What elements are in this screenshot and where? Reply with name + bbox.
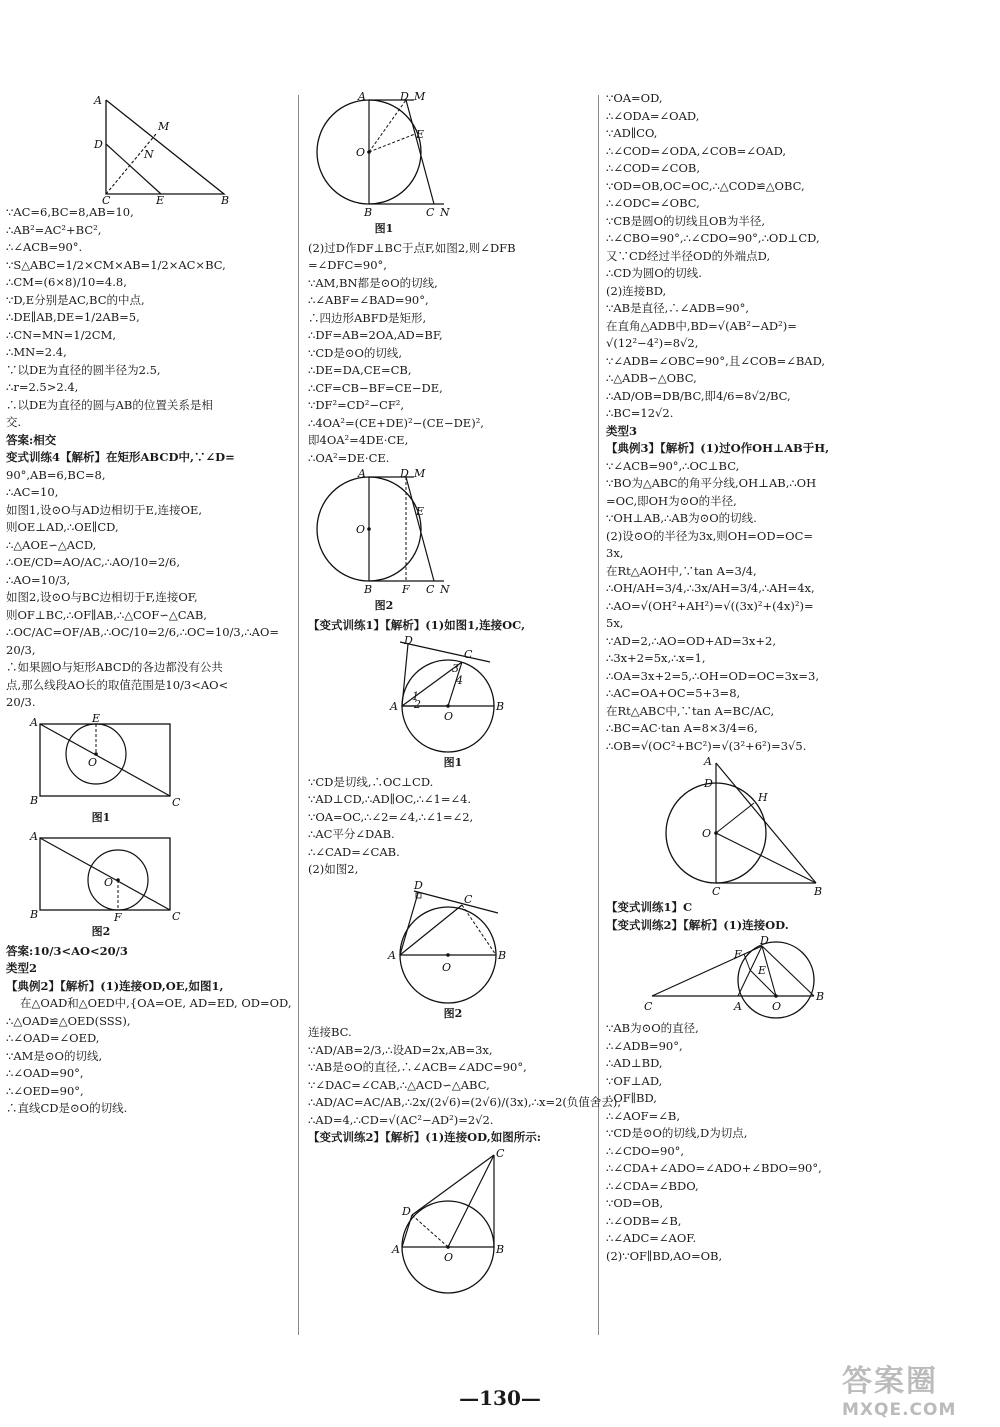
text-line: ∴∠CAD=∠CAB. [308, 844, 400, 859]
text-line: 20/3. [6, 695, 36, 709]
watermark-logo [842, 1356, 992, 1422]
svg-text:C: C [426, 583, 435, 596]
svg-text:2: 2 [414, 698, 421, 711]
text-line: ∴以DE为直径的圆与AB的位置关系是相 [6, 397, 213, 412]
text-line: ∵AD∥CO, [606, 126, 658, 140]
text-line: ∴∠AOF=∠B, [606, 1108, 681, 1123]
rectangle-figure-1 [26, 711, 296, 827]
text-line: ∴DE=DA,CE=CB, [308, 363, 412, 377]
text-line: ∵AM是⊙O的切线, [6, 1048, 103, 1063]
text-line: ∴∠ODB=∠B, [606, 1213, 682, 1228]
text-line: ∴∠ADC=∠AOF. [606, 1231, 697, 1245]
column-divider-2 [598, 95, 599, 1335]
column-1 [6, 90, 296, 1118]
section-heading: 【变式训练2】【解析】(1)连接OD. [606, 917, 789, 932]
text-line: ∵AB为⊙O的直径, [606, 1021, 699, 1035]
text-line: 连接BC. [308, 1025, 352, 1039]
text-line: ∴∠COD=∠COB, [606, 161, 701, 175]
svg-text:3: 3 [452, 662, 459, 675]
text-line: ∵AM,BN都是⊙O的切线, [308, 275, 438, 290]
text-line: ∵DF²=CD²−CF², [308, 398, 405, 412]
text-line: ∴AD=4,∴CD=√(AC²−AD²)=2√2. [308, 1112, 494, 1127]
text-line: 点,那么线段AO长的取值范围是10/3<AO< [6, 677, 229, 692]
svg-text:N: N [144, 148, 154, 161]
text-line: ∴AC平分∠DAB. [308, 827, 395, 841]
text-line: ∴CF=CB−BF=CE−DE, [308, 380, 443, 395]
svg-text:D: D [704, 777, 713, 790]
triangle-figure [86, 92, 296, 207]
text-line: ∵S△ABC=1/2×CM×AB=1/2×AC×BC, [6, 257, 226, 272]
svg-text:C: C [464, 892, 473, 906]
svg-text:O: O [104, 876, 114, 889]
page-number: —130— [459, 1386, 541, 1410]
svg-text:1: 1 [412, 690, 419, 703]
text-line: ∵CB是圆O的切线且OB为半径, [606, 213, 766, 228]
text-line: ∴∠CDA+∠ADO=∠ADO+∠BDO=90°, [606, 1161, 822, 1175]
svg-text:A: A [358, 467, 366, 480]
svg-text:C: C [102, 194, 111, 207]
text-line: 在Rt△AOH中,∵tan A=3/4, [606, 563, 757, 578]
svg-text:E: E [416, 505, 425, 518]
text-line: ∵AD=2,∴AO=OD+AD=3x+2, [606, 633, 776, 648]
svg-text:E: E [92, 711, 101, 725]
right-triangle-circle-figure [666, 757, 894, 897]
svg-text:B: B [496, 1242, 505, 1256]
text-line: 则OF⊥BC,∴OF∥AB,∴△COF∽△CAB, [6, 607, 207, 622]
text-line: ∴四边形ABFD是矩形, [308, 310, 427, 325]
circle-tangent-figure-2 [314, 469, 593, 615]
text-line: ∵OA=OC,∴∠2=∠4,∴∠1=∠2, [308, 809, 474, 824]
text-line: ∴∠ODC=∠OBC, [606, 196, 700, 210]
svg-text:C: C [172, 795, 181, 809]
text-line: 如图1,设⊙O与AD边相切于E,连接OE, [6, 502, 203, 517]
svg-text:O: O [356, 146, 366, 159]
text-line: 在△OAD和△OED中,{OA=OE, AD=ED, OD=OD, [20, 996, 292, 1010]
text-line: ∵以DE为直径的圆半径为2.5, [6, 362, 161, 377]
text-line: ∵OD=OB, [606, 1196, 664, 1210]
svg-text:H: H [758, 791, 768, 804]
text-line: ∴∠ABF=∠BAD=90°, [308, 293, 429, 307]
text-line: ∴△AOE∽△ACD, [6, 537, 97, 552]
watermark-text: 答案圈 [842, 1364, 938, 1399]
svg-text:O: O [444, 1250, 454, 1264]
text-line: ∴直线CD是⊙O的切线. [6, 1101, 128, 1115]
text-line: (2)∵OF∥BD,AO=OB, [606, 1248, 723, 1263]
circle-secant-figure [644, 936, 894, 1018]
text-line: ∴∠CDO=90°, [606, 1143, 685, 1158]
svg-text:D: D [94, 138, 103, 151]
section-heading: 【变式训练1】【解析】(1)如图1,连接OC, [308, 617, 526, 632]
text-line: ∴AD/AC=AC/AB,∴2x/(2√6)=(2√6)/(3x),∴x=2(负值舍去), [308, 1095, 622, 1109]
text-line: ∴∠COD=∠ODA,∠COB=∠OAD, [606, 143, 787, 158]
figure-caption: 图2 [374, 599, 394, 612]
text-line: 3x, [606, 546, 624, 560]
text-block-2d [308, 1024, 622, 1147]
text-line: 则OE⊥AD,∴OE∥CD, [6, 520, 119, 534]
svg-text:E: E [156, 194, 165, 207]
text-line: ∴∠ODA=∠OAD, [606, 108, 700, 123]
svg-text:A: A [704, 755, 712, 768]
rectangle-figure-2 [26, 828, 296, 941]
text-line: ∵∠DAC=∠CAB,∴△ACD∽△ABC, [308, 1077, 490, 1092]
svg-text:M: M [414, 90, 426, 103]
svg-text:A: A [388, 948, 396, 962]
text-line: ∴∠ADB=90°, [606, 1038, 683, 1053]
section-heading: 【典例3】【解析】(1)过O作OH⊥AB于H, [606, 441, 830, 455]
section-heading: 【变式训练1】C [606, 900, 693, 914]
text-line: 如图2,设⊙O与BC边相切于F,连接OF, [6, 590, 198, 604]
text-line: ∵CD是切线,∴OC⊥CD. [308, 774, 434, 789]
svg-text:M: M [414, 467, 426, 480]
text-line: ∴BC=AC·tan A=8×3/4=6, [606, 721, 758, 735]
text-line: ∴OB=√(OC²+BC²)=√(3²+6²)=3√5. [606, 738, 807, 753]
text-line: ∵∠ADB=∠OBC=90°,且∠COB=∠BAD, [606, 353, 826, 368]
text-line: 在Rt△ABC中,∵tan A=BC/AC, [606, 703, 775, 718]
svg-text:C: C [644, 1000, 653, 1013]
text-line: ∴CM=(6×8)/10=4.8, [6, 275, 127, 289]
text-line: ∵OA=OD, [606, 91, 663, 105]
svg-text:D: D [400, 90, 409, 103]
text-block-1a [6, 204, 296, 432]
text-line: ∴AD⊥BD, [606, 1056, 663, 1070]
column-3 [606, 90, 894, 1265]
text-line: ∵BO为△ABC的角平分线,OH⊥AB,∴OH [606, 476, 817, 490]
text-line: 90°,AB=6,BC=8, [6, 467, 106, 482]
text-block-3c [606, 899, 894, 934]
text-line: ∵OD=OB,OC=OC,∴△COD≌△OBC, [606, 178, 805, 193]
svg-text:A: A [734, 1000, 742, 1013]
text-line: ∴MN=2.4, [6, 345, 67, 359]
text-line: (2)如图2, [308, 862, 359, 876]
svg-text:4: 4 [456, 674, 463, 687]
text-line: ∴△ADB∽△OBC, [606, 371, 697, 385]
text-line: ∴AD/OB=DB/BC,即4/6=8√2/BC, [606, 388, 791, 403]
section-heading: 【变式训练2】【解析】(1)连接OD,如图所示: [308, 1130, 541, 1144]
figure-caption: 图2 [91, 925, 111, 938]
figure-caption: 图1 [91, 810, 111, 824]
text-line: ∴AO=10/3, [6, 572, 71, 587]
text-block-1b [6, 449, 296, 712]
text-line: ∴∠OED=90°, [6, 1083, 84, 1098]
text-line: ∴∠CBO=90°,∴∠CDO=90°,∴OD⊥CD, [606, 231, 820, 245]
figure-caption: 图2 [443, 1006, 463, 1020]
text-line: ∵CD是⊙O的切线, [308, 345, 403, 360]
text-line: ∴OH/AH=3/4,∴3x/AH=3/4,∴AH=4x, [606, 581, 815, 595]
svg-text:M: M [158, 120, 170, 133]
svg-text:B: B [814, 885, 823, 898]
text-line: ∴CN=MN=1/2CM, [6, 327, 117, 342]
svg-text:B: B [364, 583, 373, 596]
svg-text:O: O [444, 710, 454, 723]
text-line: =OC,即OH为⊙O的半径, [606, 493, 737, 508]
text-line: ∵OF⊥AD, [606, 1073, 663, 1088]
svg-text:D: D [400, 467, 409, 480]
svg-text:A: A [94, 94, 102, 107]
svg-text:D: D [404, 634, 413, 647]
text-line: ∵AC=6,BC=8,AB=10, [6, 205, 134, 219]
text-line: ∴∠OAD=∠OED, [6, 1031, 100, 1045]
text-line: ∵AB是⊙O的直径,∴∠ACB=∠ADC=90°, [308, 1060, 527, 1074]
text-line: √(12²−4²)=8√2, [606, 336, 699, 350]
section-heading: 变式训练4【解析】在矩形ABCD中,∵∠D= [6, 450, 235, 464]
text-line: ∴3x+2=5x,∴x=1, [606, 651, 706, 665]
svg-text:A: A [30, 830, 38, 843]
text-line: 20/3, [6, 642, 36, 657]
svg-text:C: C [464, 648, 473, 661]
svg-text:A: A [390, 700, 398, 713]
svg-text:O: O [702, 827, 712, 840]
svg-text:C: C [172, 910, 181, 923]
text-line: ∴OE/CD=AO/AC,∴AO/10=2/6, [6, 555, 180, 569]
svg-text:D: D [760, 934, 769, 947]
svg-text:F: F [734, 948, 742, 961]
text-line: ∴BC=12√2. [606, 406, 674, 420]
text-line: (2)过D作DF⊥BC于点F,如图2,则∠DFB [308, 240, 516, 255]
text-line: ∴AB²=AC²+BC², [6, 222, 102, 237]
svg-text:A: A [358, 90, 366, 103]
svg-text:D: D [414, 878, 423, 892]
svg-text:A: A [30, 715, 38, 729]
text-line: ∴∠ACB=90°. [6, 240, 83, 254]
svg-text:B: B [30, 908, 39, 921]
text-block-3b [606, 440, 894, 755]
svg-text:F: F [114, 911, 122, 924]
svg-text:N: N [440, 583, 450, 596]
text-block-2c [308, 774, 593, 879]
type-heading: 类型2 [6, 961, 38, 975]
text-line: ∵CD是⊙O的切线,D为切点, [606, 1126, 748, 1140]
text-line: ∴OA²=DE·CE. [308, 450, 390, 465]
svg-text:E: E [758, 964, 767, 977]
watermark-url: MXQE.COM [842, 1400, 957, 1420]
svg-text:O: O [442, 960, 452, 974]
text-line: 5x, [606, 616, 624, 630]
text-line: ∴∠OAD=90°, [6, 1066, 84, 1080]
svg-text:B: B [221, 194, 230, 207]
type-heading: 类型3 [606, 423, 638, 438]
text-line: ∵AB是直径,∴∠ADB=90°, [606, 301, 750, 315]
text-line: ∴AO=√(OH²+AH²)=√((3x)²+(4x)²)= [606, 598, 814, 613]
svg-text:A: A [392, 1242, 400, 1256]
text-line: ∵OH⊥AB,∴AB为⊙O的切线. [606, 511, 757, 525]
text-line: ∵D,E分别是AC,BC的中点, [6, 292, 145, 307]
text-line: (2)连接BD, [606, 283, 667, 298]
svg-text:B: B [30, 793, 39, 807]
circle-tangent-figure-3 [388, 1146, 593, 1299]
text-line: ∴∠CDA=∠BDO, [606, 1178, 699, 1193]
text-line: ∴AC=OA+OC=5+3=8, [606, 686, 741, 700]
section-heading: 【典例2】【解析】(1)连接OD,OE,如图1, [6, 978, 224, 993]
text-line: ∴OA=3x+2=5,∴OH=OD=OC=3x=3, [606, 668, 820, 683]
text-line: ∴DF=AB=2OA,AD=BF, [308, 328, 443, 342]
text-line: ∴△OAD≌△OED(SSS), [6, 1013, 131, 1028]
text-block-1c [6, 978, 296, 1118]
svg-text:D: D [402, 1204, 411, 1218]
figure-caption: 图1 [374, 222, 394, 235]
text-line: ∴OF∥BD, [606, 1091, 657, 1105]
svg-text:N: N [440, 206, 450, 219]
text-line: 在直角△ADB中,BD=√(AB²−AD²)= [606, 318, 797, 333]
text-line: ∴r=2.5>2.4, [6, 380, 79, 394]
svg-text:O: O [356, 523, 366, 536]
svg-text:O: O [88, 755, 98, 769]
text-line: ∴DE∥AB,DE=1/2AB=5, [6, 310, 140, 324]
text-line: ∵AD/AB=2/3,∴设AD=2x,AB=3x, [308, 1042, 493, 1057]
svg-text:B: B [498, 948, 507, 962]
circle-chord-figure-1 [378, 636, 593, 772]
text-line: ∴OC/AC=OF/AB,∴OC/10=2/6,∴OC=10/3,∴AO= [6, 625, 280, 639]
answer-line: 答案:相交 [6, 432, 57, 447]
svg-text:C: C [712, 885, 721, 898]
text-line: =∠DFC=90°, [308, 258, 387, 272]
text-line: ∵AD⊥CD,∴AD∥OC,∴∠1=∠4. [308, 792, 472, 806]
svg-text:B: B [816, 990, 825, 1003]
text-block-2a [308, 240, 593, 468]
svg-text:B: B [364, 206, 373, 219]
svg-text:B: B [496, 700, 505, 713]
figure-caption: 图1 [443, 756, 463, 769]
text-line: ∵∠ACB=90°,∴OC⊥BC, [606, 458, 740, 473]
text-line: (2)设⊙O的半径为3x,则OH=OD=OC= [606, 528, 814, 543]
svg-text:E: E [416, 128, 425, 141]
text-line: ∴4OA²=(CE+DE)²−(CE−DE)², [308, 415, 484, 430]
svg-text:C: C [496, 1146, 505, 1160]
text-line: ∴CD为圆O的切线. [606, 266, 702, 280]
text-line: 又∵CD经过半径OD的外端点D, [606, 248, 771, 263]
circle-tangent-figure-1 [314, 92, 593, 238]
svg-text:O: O [772, 1000, 782, 1013]
text-line: ∴AC=10, [6, 485, 59, 499]
text-line: 即4OA²=4DE·CE, [308, 433, 409, 447]
circle-chord-figure-2 [378, 878, 593, 1023]
text-block-3a [606, 90, 894, 423]
text-line: 交. [6, 415, 22, 429]
text-line: ∴如果圆O与矩形ABCD的各边都没有公共 [6, 660, 223, 674]
column-divider-1 [298, 95, 299, 1335]
svg-text:C: C [426, 206, 435, 219]
answer-line: 答案:10/3<AO<20/3 [6, 943, 128, 958]
text-block-3d [606, 1020, 894, 1265]
svg-text:F: F [402, 583, 410, 596]
